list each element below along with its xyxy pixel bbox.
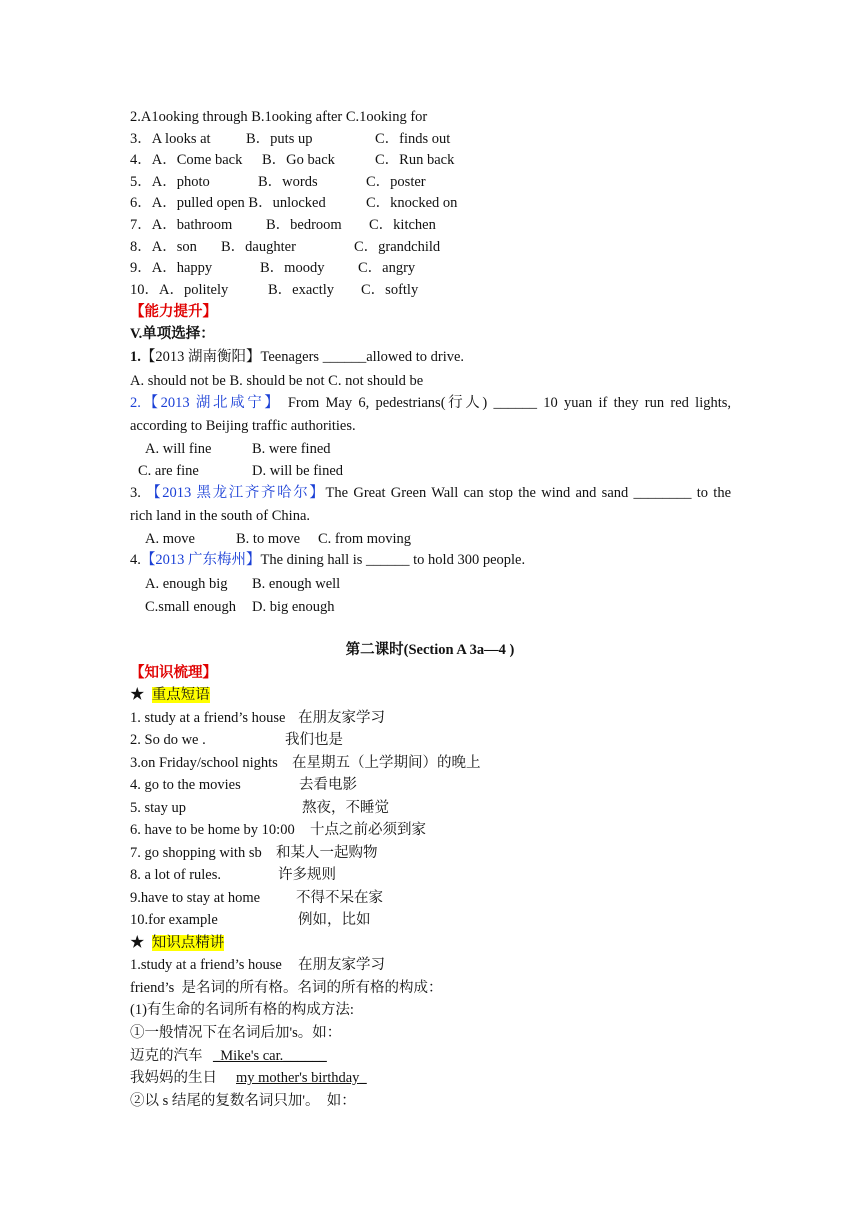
phrase-3-en: 3.on Friday/school nights [130, 755, 278, 771]
example-1-blank: _____ [290, 1048, 327, 1064]
item-2-source: 2.【2013 湖北咸宁】 [130, 395, 282, 411]
question-4-option-c: C．Run back [375, 152, 455, 168]
phrase-3-zh: 在星期五（上学期间）的晚上 [292, 755, 481, 771]
item-2-option-d: D. will be fined [252, 463, 344, 479]
explain-item-1-zh: 在朋友家学习 [298, 957, 385, 973]
question-8-option-a: 8．A．son [130, 239, 197, 255]
question-7-option-c: C．kitchen [369, 217, 436, 233]
item-1-text: Teenagers [260, 349, 323, 365]
item-3-stem-line1 [130, 484, 731, 502]
section-v-title: V.单项选择： [130, 326, 215, 342]
phrase-1-en: 1. study at a friend’s house [130, 710, 286, 726]
item-3-text: The Great Green Wall can stop the wind and sand ________ to the [325, 485, 732, 501]
question-6-option-c: C．knocked on [366, 195, 458, 211]
item-3-option-c: C. from moving [318, 531, 412, 547]
item-2-stem-line2: according to Beijing traffic authorities. [130, 418, 356, 434]
phrase-1-zh: 在朋友家学习 [298, 710, 385, 726]
phrase-6-zh: 十点之前必须到家 [310, 822, 426, 838]
example-1-en: _Mike's car._ [213, 1048, 291, 1064]
item-4-number: 4. [130, 552, 141, 568]
phrase-10-en: 10.for example [130, 912, 218, 928]
rule-1a: ①一般情况下在名词后加's。如： [130, 1025, 342, 1041]
question-8-option-b: B．daughter [221, 239, 296, 255]
star-icon: ★ [130, 935, 145, 951]
item-1-stem [130, 348, 464, 366]
explain-heading [130, 934, 224, 952]
ability-heading: 【能力提升】 [130, 304, 217, 320]
item-4-option-a: A. enough big [145, 576, 228, 592]
question-9-option-c: C．angry [358, 260, 416, 276]
lesson-2-title: 第二课时(Section A 3a—4 ) [345, 642, 515, 658]
item-3-source: 【2013 黑龙江齐齐哈尔】 [146, 485, 326, 501]
item-1-tail: allowed to drive. [366, 349, 465, 365]
example-2-en: my mother's birthday_ [236, 1070, 367, 1086]
phrase-5-zh: 熬夜，不睡觉 [302, 800, 389, 816]
item-2-option-b: B. were fined [252, 441, 331, 457]
phrase-8-zh: 许多规则 [278, 867, 336, 883]
item-2-text: From May 6, pedestrians(行人) ______ 10 yuan if they run red lights, [287, 395, 732, 411]
question-5-option-a: 5．A．photo [130, 174, 210, 190]
phrase-8-en: 8. a lot of rules. [130, 867, 222, 883]
item-4-stem [130, 551, 525, 569]
rule-1: (1)有生命的名词所有格的构成方法: [130, 1002, 354, 1018]
item-2-stem-line1 [130, 394, 731, 412]
item-1-number: 1. [130, 349, 141, 365]
item-4-text: The dining hall is ______ to hold 300 people. [260, 552, 526, 568]
explain-item-1-en: 1.study at a friend’s house [130, 957, 282, 973]
item-2-option-c: C. are fine [138, 463, 199, 479]
item-1-blank: ______ [322, 349, 367, 365]
explain-label: 知识点精讲 [151, 935, 225, 951]
question-5-option-b: B．words [258, 174, 318, 190]
item-3-number: 3. [130, 485, 147, 501]
item-4-option-c: C.small enough [145, 599, 237, 615]
item-4-option-b: B. enough well [252, 576, 341, 592]
phrase-9-zh: 不得不呆在家 [296, 890, 383, 906]
star-icon: ★ [130, 687, 145, 703]
question-8-option-c: C．grandchild [354, 239, 441, 255]
question-6-option-ab: 6．A．pulled open B．unlocked [130, 195, 326, 211]
question-7-option-b: B．bedroom [266, 217, 342, 233]
item-3-stem-line2: rich land in the south of China. [130, 508, 311, 524]
question-3-option-c: C．finds out [375, 131, 451, 147]
phrase-9-en: 9.have to stay at home [130, 890, 261, 906]
item-3-option-a: A. move [145, 531, 195, 547]
question-4-option-a: 4．A．Come back [130, 152, 243, 168]
question-9-option-a: 9．A．happy [130, 260, 213, 276]
key-phrases-heading [130, 686, 210, 704]
question-5-option-c: C．poster [366, 174, 426, 190]
phrase-6-en: 6. have to be home by 10:00 [130, 822, 295, 838]
phrase-10-zh: 例如，比如 [298, 912, 371, 928]
knowledge-heading: 【知识梳理】 [130, 665, 217, 681]
phrase-2-zh: 我们也是 [285, 732, 343, 748]
question-10-option-a: 10．A．politely [130, 282, 229, 298]
item-1-options: A. should not be B. should be not C. not should be [130, 373, 424, 389]
question-9-option-b: B．moody [260, 260, 325, 276]
question-3-option-b: B．puts up [246, 131, 313, 147]
item-4-option-d: D. big enough [252, 599, 335, 615]
example-1-zh: 迈克的汽车 [130, 1048, 203, 1064]
explain-note: friend’s 是名词的所有格。名词的所有格的构成： [130, 980, 443, 996]
question-4-option-b: B．Go back [262, 152, 335, 168]
question-10-option-c: C．softly [361, 282, 419, 298]
phrase-2-en: 2. So do we . [130, 732, 206, 748]
phrase-7-en: 7. go shopping with sb [130, 845, 262, 861]
phrase-7-zh: 和某人一起购物 [276, 845, 378, 861]
phrase-5-en: 5. stay up [130, 800, 186, 816]
question-3-option-a: 3．A looks at [130, 131, 211, 147]
item-3-option-b: B. to move [236, 531, 301, 547]
phrase-4-en: 4. go to the movies [130, 777, 241, 793]
phrase-4-zh: 去看电影 [299, 777, 357, 793]
example-2-zh: 我妈妈的生日 [130, 1070, 217, 1086]
question-2-options: 2.A1ooking through B.1ooking after C.1ooking for [130, 109, 428, 125]
key-phrases-label: 重点短语 [151, 687, 210, 703]
question-7-option-a: 7．A．bathroom [130, 217, 233, 233]
rule-1b: ②以 s 结尾的复数名词只加'。 如： [130, 1093, 356, 1109]
question-10-option-b: B．exactly [268, 282, 335, 298]
item-2-option-a: A. will fine [145, 441, 212, 457]
item-4-source: 【2013 广东梅州】 [140, 552, 261, 568]
example-1-answer [213, 1047, 327, 1065]
item-1-source: 【2013 湖南衡阳】 [140, 349, 261, 365]
